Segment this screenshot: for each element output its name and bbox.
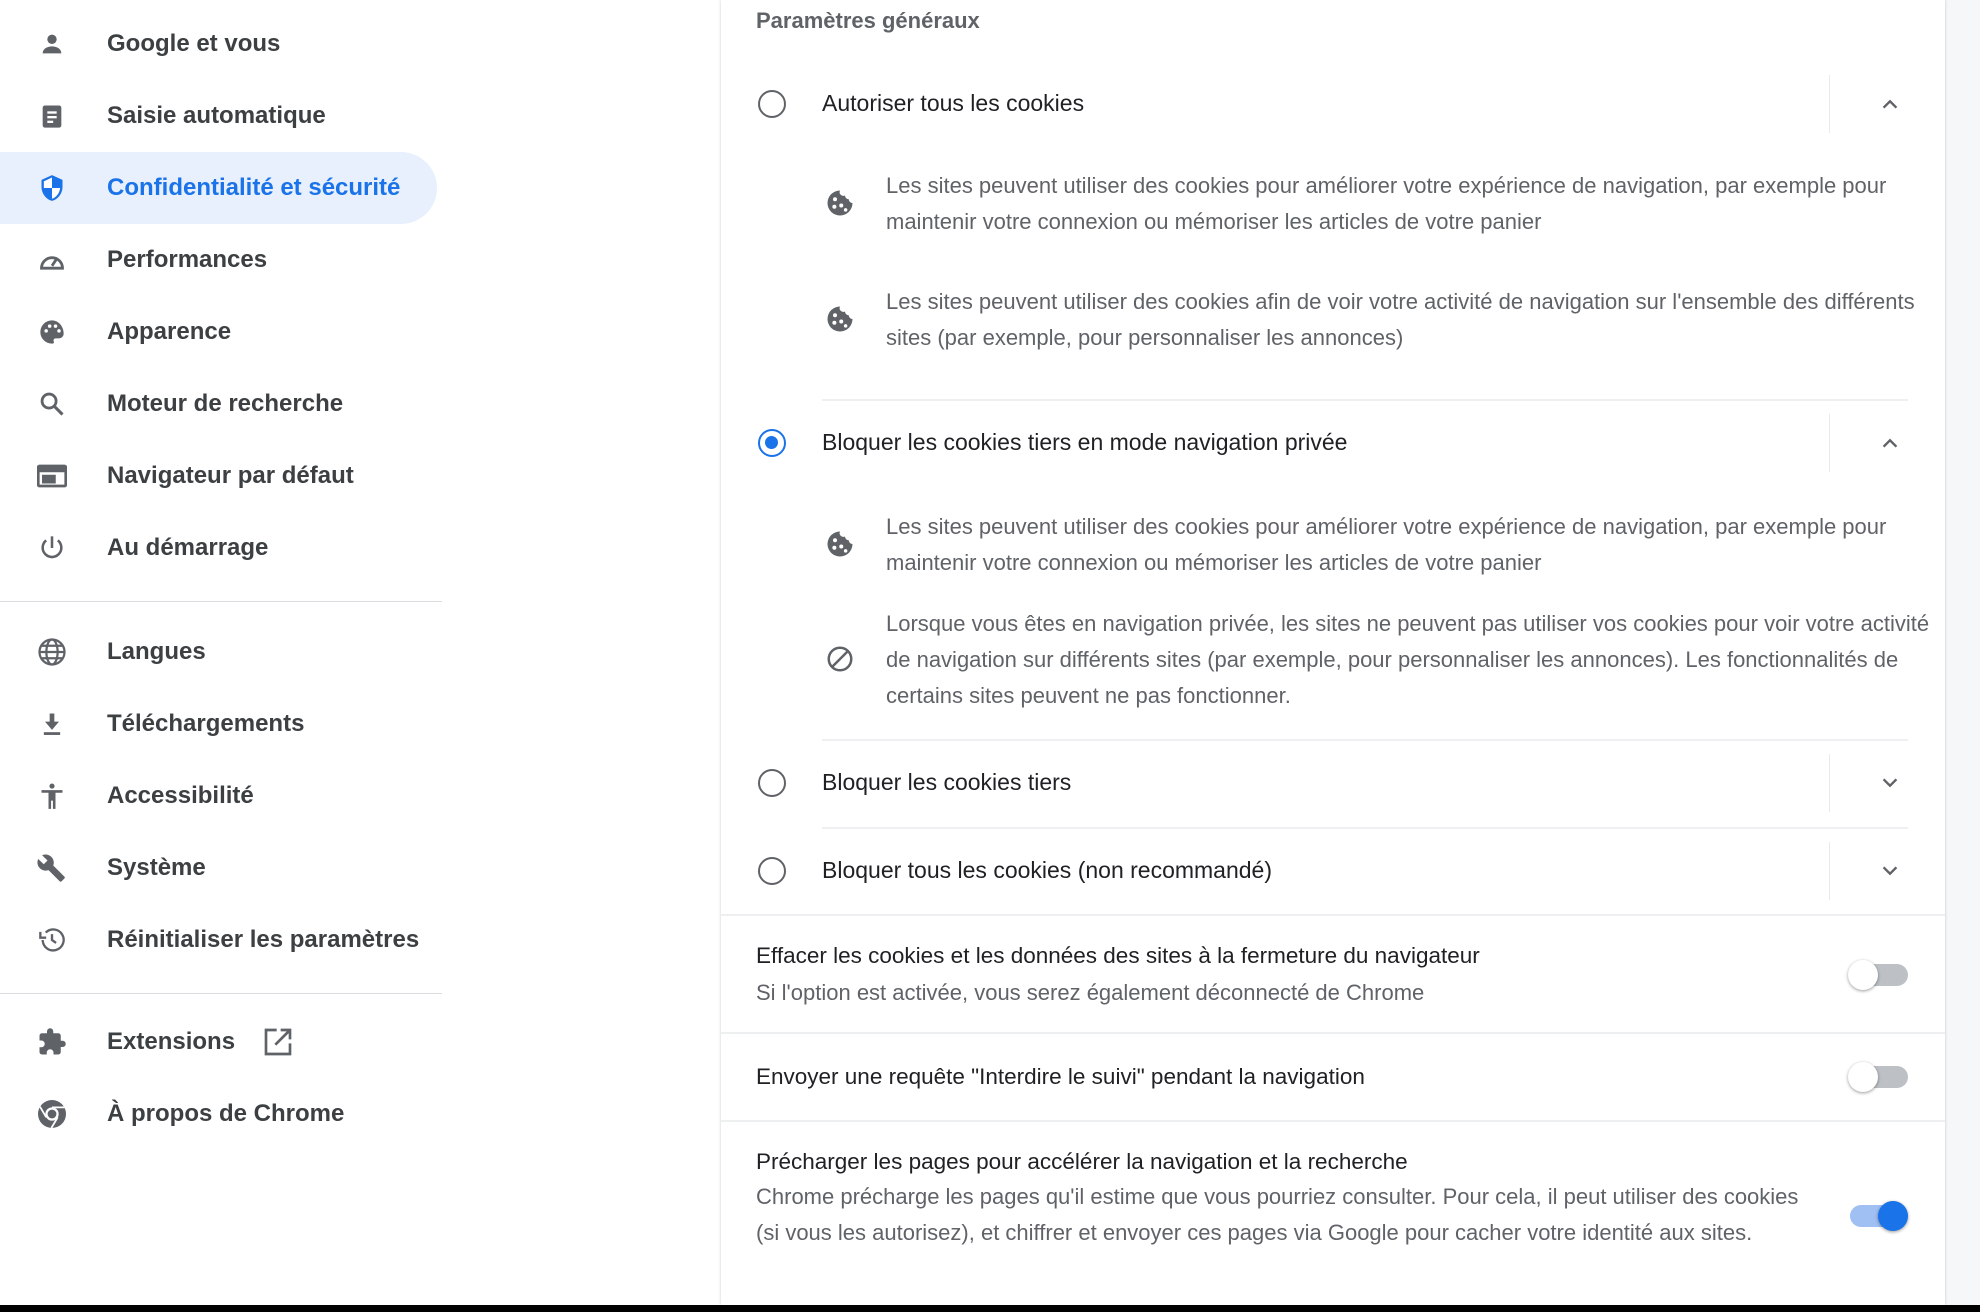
sidebar-divider	[0, 993, 442, 994]
search-icon	[36, 388, 68, 420]
clipboard-icon	[36, 100, 68, 132]
shield-icon	[36, 172, 68, 204]
section-title: Paramètres généraux	[756, 8, 980, 33]
cookie-settings-card	[721, 0, 1945, 1305]
option-allow-all-cookies[interactable]: Autoriser tous les cookies	[721, 74, 1945, 134]
detail-text: Les sites peuvent utiliser des cookies afin de voir votre activité de navigation sur l'ensemble des différents sites (par exemple, pour personnaliser les annonces)	[886, 289, 1915, 350]
sidebar-item-default-browser[interactable]: Navigateur par défaut	[0, 440, 437, 512]
sidebar-divider	[0, 601, 442, 602]
toggle-subtitle: Chrome précharge les pages qu'il estime que vous pourriez consulter. Pour cela, il peut utiliser des cookies (si vous les autorisez), et chiffrer et envoyer ces pages via Google pour cacher votre identité aux sites.	[756, 1184, 1799, 1245]
sidebar	[0, 0, 721, 1305]
sidebar-item-search-engine[interactable]: Moteur de recherche	[0, 368, 437, 440]
divider	[721, 1120, 1945, 1122]
separator	[1829, 842, 1830, 900]
window-edge	[0, 1305, 1980, 1312]
block-icon	[825, 644, 855, 674]
palette-icon	[36, 316, 68, 348]
separator	[1829, 414, 1830, 472]
chevron-up-icon[interactable]	[1879, 93, 1901, 115]
do-not-track-toggle[interactable]	[1850, 1066, 1908, 1088]
sidebar-item-startup[interactable]: Au démarrage	[0, 512, 437, 584]
sidebar-item-reset[interactable]: Réinitialiser les paramètres	[0, 904, 437, 976]
radio-block-all[interactable]	[758, 857, 786, 885]
puzzle-icon	[36, 1026, 68, 1058]
radio-block-incognito[interactable]	[758, 429, 786, 457]
detail-text: Les sites peuvent utiliser des cookies pour améliorer votre expérience de navigation, par exemple pour maintenir votre connexion ou mémoriser les articles de votre panier	[886, 514, 1887, 575]
chevron-up-icon[interactable]	[1879, 432, 1901, 454]
wrench-icon	[36, 852, 68, 884]
option-block-third-party[interactable]: Bloquer les cookies tiers	[721, 753, 1945, 813]
radio-allow-all[interactable]	[758, 90, 786, 118]
divider	[822, 399, 1908, 401]
accessibility-icon	[36, 780, 68, 812]
sidebar-item-languages[interactable]: Langues	[0, 616, 437, 688]
browser-icon	[36, 460, 68, 492]
sidebar-item-google[interactable]: Google et vous	[0, 8, 437, 80]
sidebar-item-performance[interactable]: Performances	[0, 224, 437, 296]
chrome-icon	[36, 1098, 68, 1130]
sidebar-item-appearance[interactable]: Apparence	[0, 296, 437, 368]
option-block-all-cookies[interactable]: Bloquer tous les cookies (non recommandé)	[721, 841, 1945, 901]
sidebar-item-extensions[interactable]: Extensions	[0, 1006, 437, 1078]
chevron-down-icon[interactable]	[1879, 860, 1901, 882]
detail-text: Les sites peuvent utiliser des cookies pour améliorer votre expérience de navigation, par exemple pour maintenir votre connexion ou mémoriser les articles de votre panier	[886, 173, 1887, 234]
toggle-title: Précharger les pages pour accélérer la navigation et la recherche	[756, 1149, 1408, 1174]
cookie-icon	[825, 304, 855, 334]
detail-text: Lorsque vous êtes en navigation privée, les sites ne peuvent pas utiliser vos cookies pour voir votre activité de navigation sur différents sites (par exemple, pour personnaliser les annonces). Les fonctionnalités de certains sites peuvent ne pas fonctionner.	[886, 611, 1930, 708]
preload-pages-toggle[interactable]	[1850, 1205, 1908, 1227]
divider	[822, 739, 1908, 741]
sidebar-item-downloads[interactable]: Téléchargements	[0, 688, 437, 760]
sidebar-item-autofill[interactable]: Saisie automatique	[0, 80, 437, 152]
cookie-icon	[825, 188, 855, 218]
separator	[1829, 75, 1830, 133]
globe-icon	[36, 636, 68, 668]
person-icon	[36, 28, 68, 60]
cookie-icon	[825, 529, 855, 559]
power-icon	[36, 532, 68, 564]
radio-block-third-party[interactable]	[758, 769, 786, 797]
separator	[1829, 754, 1830, 812]
toggle-title: Envoyer une requête "Interdire le suivi" pendant la navigation	[756, 1064, 1365, 1089]
external-link-icon	[262, 1026, 294, 1063]
toggle-subtitle: Si l'option est activée, vous serez également déconnecté de Chrome	[756, 980, 1425, 1005]
sidebar-item-system[interactable]: Système	[0, 832, 437, 904]
sidebar-item-privacy[interactable]: Confidentialité et sécurité	[0, 152, 437, 224]
speedometer-icon	[36, 244, 68, 276]
divider	[822, 827, 1908, 829]
divider	[721, 914, 1945, 916]
sidebar-item-about[interactable]: À propos de Chrome	[0, 1078, 437, 1150]
history-icon	[36, 924, 68, 956]
divider	[721, 1032, 1945, 1034]
sidebar-item-accessibility[interactable]: Accessibilité	[0, 760, 437, 832]
download-icon	[36, 708, 68, 740]
toggle-title: Effacer les cookies et les données des sites à la fermeture du navigateur	[756, 943, 1480, 968]
option-block-third-party-incognito[interactable]: Bloquer les cookies tiers en mode navigation privée	[721, 413, 1945, 473]
clear-cookies-on-exit-toggle[interactable]	[1850, 964, 1908, 986]
chevron-down-icon[interactable]	[1879, 772, 1901, 794]
